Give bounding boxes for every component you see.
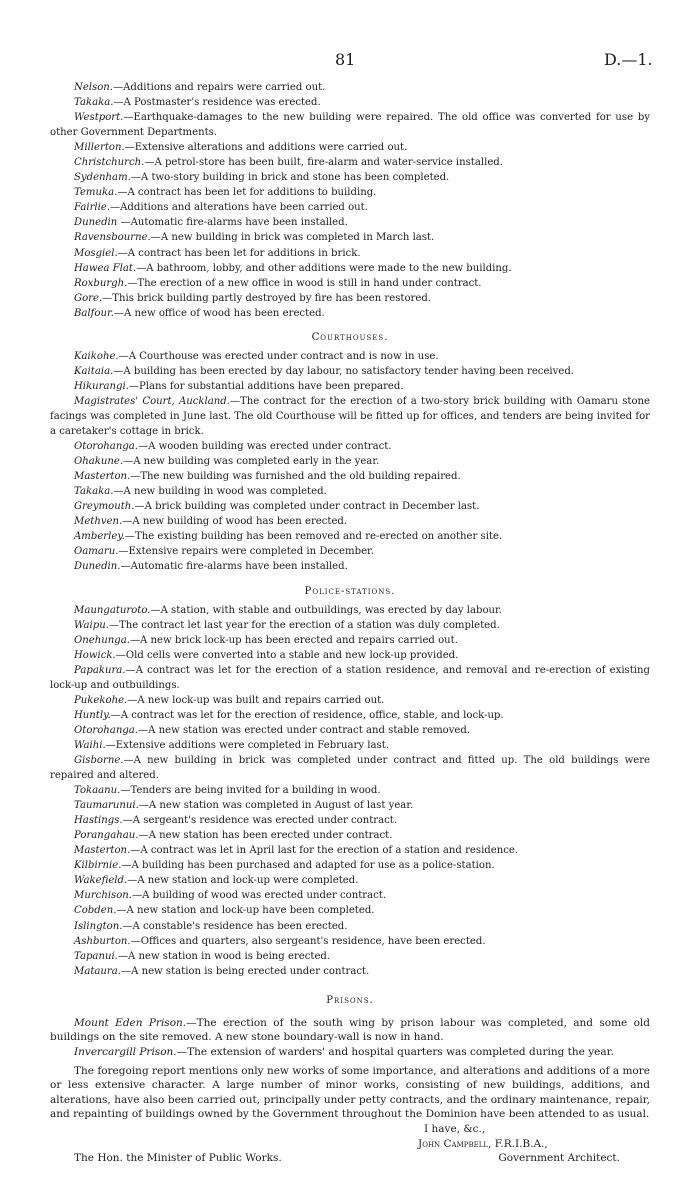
entry-paragraph — [50, 798, 650, 813]
entry-paragraph — [50, 469, 650, 484]
entry-paragraph — [50, 828, 650, 843]
entry-text: —The contract let last year for the erection of a station was duly completed. — [108, 619, 500, 631]
report-body — [50, 80, 650, 1166]
entry-paragraph — [50, 215, 650, 230]
entry-text: —This brick building partly destroyed by fire has been restored. — [102, 292, 432, 304]
entry-place: Kaitaia. — [74, 365, 114, 377]
entry-place: Ohakune. — [74, 456, 124, 468]
entry-text: —A new lock-up was built and repairs carried out. — [127, 694, 385, 706]
entry-paragraph — [50, 306, 650, 321]
entry-place: Tokaanu. — [74, 785, 121, 797]
entry-place: Islington. — [74, 920, 123, 932]
entry-place: Hikurangi. — [74, 380, 129, 392]
entry-paragraph — [50, 873, 650, 888]
entry-place: Ashburton. — [74, 935, 131, 947]
entry-paragraph — [50, 888, 650, 903]
entry-paragraph — [50, 170, 650, 185]
entry-place: Gisborne. — [74, 755, 124, 767]
entry-place: Waihi. — [74, 739, 106, 751]
entry-place: Greymouth. — [74, 501, 135, 513]
entry-paragraph — [50, 261, 650, 276]
entry-text: —Extensive additions were completed in February last. — [105, 739, 389, 751]
entry-paragraph — [50, 708, 650, 723]
entry-place: Balfour. — [74, 307, 114, 319]
entry-text: —A bathroom, lobby, and other additions were made to the new building. — [136, 262, 512, 274]
entry-place: Invercargill Prison. — [74, 1045, 177, 1058]
entry-paragraph — [50, 379, 650, 394]
entry-paragraph — [50, 618, 650, 633]
entry-place: Temuka. — [74, 187, 118, 199]
entry-paragraph — [50, 529, 650, 544]
signature-row — [50, 1151, 650, 1166]
closing-paragraph: The foregoing report mentions only new works of some importance, and alterations and additions of a more or less extensive character. A large number of minor works, consisting of new buildings, additions, and alterations, have also been carried out, principally under petty contracts, and the ordinary maintenance, repair, and repainting of buildings owned by the Government throughout the Dominion have been attended to as usual. — [50, 1064, 650, 1121]
entry-place: Papakura. — [74, 664, 126, 676]
entry-text: —A new building in brick was completed under contract and fitted up. The old buildings were repaired and altered. — [50, 755, 650, 782]
entry-text: —The erection of a new office in wood is still in hand under contract. — [127, 277, 482, 289]
entry-text: —Automatic fire-alarms have been installed. — [120, 561, 348, 573]
entry-place: Takaka. — [74, 97, 114, 109]
entry-paragraph — [50, 200, 650, 215]
entry-paragraph — [50, 439, 650, 454]
entry-text: —A contract has been let for additions in brick. — [117, 247, 361, 259]
entry-place: Mount Eden Prison. — [74, 1016, 187, 1029]
police-stations-list — [50, 603, 650, 979]
entry-paragraph — [50, 723, 650, 738]
entry-place: Otorohanga. — [74, 441, 139, 453]
entry-paragraph — [50, 349, 650, 364]
entry-text: —Automatic fire-alarms have been installed. — [117, 217, 348, 229]
entry-paragraph — [50, 276, 650, 291]
entry-text: —A Postmaster's residence was erected. — [113, 97, 321, 109]
courthouses-heading: Courthouses. — [311, 331, 389, 343]
entry-place: Roxburgh. — [74, 277, 128, 289]
entry-paragraph — [50, 753, 650, 783]
entry-paragraph — [50, 934, 650, 949]
entry-paragraph — [50, 1016, 650, 1045]
entry-text: —A Courthouse was erected under contract and is now in use. — [118, 350, 439, 362]
entry-place: Sydenham. — [74, 172, 131, 184]
entry-text: —A petrol-store has been built, fire-alarm and water-service installed. — [144, 157, 503, 169]
entry-text: —A contract was let for the erection of a station residence, and removal and re-erection of existing lock-up and outbuildings. — [50, 664, 650, 691]
entry-paragraph — [50, 603, 650, 618]
entry-text: —A building has been erected by day labour, no satisfactory tender having been received. — [113, 365, 574, 377]
entry-text: —A new station was erected under contract and stable removed. — [138, 724, 471, 736]
entry-text: —A contract was let for the erection of residence, office, stable, and lock-up. — [110, 709, 504, 721]
prisons-list — [50, 1016, 650, 1060]
entry-text: —The contract for the erection of a two-story brick building with Oamaru stone facings was completed in June last. The old Courthouse will be fitted up for offices, and tenders are being invited for a caretaker's cottage in brick. — [50, 395, 651, 438]
entry-place: Oamaru. — [74, 546, 119, 558]
closing-section — [50, 1064, 650, 1166]
entry-text: —A new station has been erected under contract. — [138, 830, 393, 842]
entry-place: Fairlie. — [74, 202, 111, 214]
entry-place: Methven. — [74, 516, 123, 528]
entry-text: —A new brick lock-up has been erected and repairs carried out. — [129, 634, 458, 646]
signatory-name: John Campbell, F.R.I.B.A., — [418, 1137, 548, 1150]
entry-paragraph — [50, 783, 650, 798]
entry-place: Huntly. — [74, 709, 111, 721]
entry-place: Cobden. — [74, 905, 117, 917]
prisons-heading: Prisons. — [326, 994, 374, 1006]
entry-place: Dunedin — [74, 217, 118, 229]
page-number: 81 — [335, 50, 356, 69]
entry-place: Takaka. — [74, 486, 114, 498]
entry-text: —A contract was let in April last for the erection of a station and residence. — [130, 845, 519, 857]
entry-place: Christchurch. — [74, 157, 145, 169]
entry-place: Porangahau. — [74, 830, 139, 842]
entry-paragraph — [50, 1045, 650, 1060]
entry-paragraph — [50, 633, 650, 648]
entry-place: Waipu. — [74, 619, 109, 631]
entry-place: Taumarunui. — [74, 800, 139, 812]
entry-text: —Additions and alterations have been carried out. — [110, 202, 368, 214]
entry-text: —A new station in wood is being erected. — [117, 950, 331, 962]
entry-text: —A building of wood was erected under contract. — [132, 890, 387, 902]
entry-text: —A new building in wood was completed. — [113, 486, 327, 498]
entry-paragraph — [50, 230, 650, 245]
entry-paragraph — [50, 364, 650, 379]
entry-paragraph — [50, 858, 650, 873]
entry-text: —Old cells were converted into a stable and new lock-up provided. — [115, 649, 459, 661]
entry-text: —A new building of wood has been erected. — [122, 516, 348, 528]
entry-text: —A station, with stable and outbuildings, was erected by day labour. — [150, 604, 502, 616]
entry-place: Amberley. — [74, 531, 125, 543]
entry-text: —The erection of the south wing by prison labour was completed, and some old buildings on the site removed. A new stone boundary-wall is now in hand. — [50, 1016, 650, 1044]
entry-text: —Additions and repairs were carried out. — [113, 82, 326, 93]
entry-paragraph — [50, 454, 650, 469]
entry-paragraph — [50, 499, 650, 514]
entry-paragraph — [50, 394, 650, 439]
entry-place: Pukekohe. — [74, 694, 128, 706]
entry-text: —A two-story building in brick and stone has been completed. — [130, 172, 450, 184]
entry-place: Murchison. — [74, 890, 133, 902]
entry-place: Millerton. — [74, 142, 125, 154]
entry-paragraph — [50, 155, 650, 170]
entry-place: Nelson. — [74, 82, 113, 93]
entry-place: Ravensbourne. — [74, 232, 151, 244]
entry-place: Masterton. — [74, 471, 131, 483]
entry-paragraph — [50, 246, 650, 261]
entry-paragraph — [50, 514, 650, 529]
entry-place: Maungaturoto. — [74, 604, 151, 616]
entry-place: Onehunga. — [74, 634, 130, 646]
entry-paragraph — [50, 813, 650, 828]
entry-place: Hastings. — [74, 815, 123, 827]
entry-paragraph — [50, 964, 650, 979]
entry-paragraph — [50, 140, 650, 155]
entry-text: —A new office of wood has been erected. — [113, 307, 325, 319]
entry-text: —Plans for substantial additions have been prepared. — [128, 380, 404, 392]
entry-text: —A new station and lock-up were completed. — [127, 875, 359, 887]
entry-paragraph — [50, 949, 650, 964]
entry-place: Wakefield. — [74, 875, 128, 887]
entry-text: —A building has been purchased and adapted for use as a police-station. — [121, 860, 495, 872]
entry-text: —Extensive alterations and additions were carried out. — [124, 142, 408, 154]
entry-text: —Tenders are being invited for a building in wood. — [120, 785, 381, 797]
addressee: The Hon. the Minister of Public Works. — [74, 1152, 282, 1165]
entry-paragraph — [50, 559, 650, 574]
entry-text: —A new building in brick was completed in March last. — [150, 232, 435, 244]
entry-text: —A sergeant's residence was erected under contract. — [122, 815, 398, 827]
entry-paragraph — [50, 919, 650, 934]
police-stations-heading: Police-stations. — [304, 585, 396, 597]
entry-text: —A new station and lock-up have been completed. — [116, 905, 375, 917]
entry-text: —A new station was completed in August of last year. — [138, 800, 414, 812]
entry-place: Hawea Flat. — [74, 262, 137, 274]
entry-place: Otorohanga. — [74, 724, 139, 736]
entry-text: —A contract has been let for additions to building. — [117, 187, 377, 199]
entry-place: Westport. — [74, 112, 124, 124]
entry-paragraph — [50, 693, 650, 708]
sign-off: I have, &c., — [424, 1122, 486, 1135]
entry-paragraph — [50, 110, 650, 140]
entry-text: —A new station is being erected under contract. — [120, 965, 370, 977]
entry-place: Gore. — [74, 292, 103, 304]
entry-paragraph — [50, 544, 650, 559]
entry-text: —The extension of warders' and hospital quarters was completed during the year. — [176, 1045, 614, 1058]
entry-paragraph — [50, 648, 650, 663]
entry-paragraph — [50, 843, 650, 858]
entry-text: —A constable's residence has been erected. — [122, 920, 348, 932]
entry-paragraph — [50, 95, 650, 110]
entry-text: —A brick building was completed under contract in December last. — [134, 501, 480, 513]
entry-paragraph — [50, 663, 650, 693]
entry-paragraph — [50, 484, 650, 499]
entry-paragraph — [50, 185, 650, 200]
post-offices-list — [50, 80, 650, 321]
entry-text: —The existing building has been removed and re-erected on another site. — [124, 531, 503, 543]
document-reference: D.—1. — [604, 50, 653, 69]
entry-place: Mataura. — [74, 965, 121, 977]
entry-place: Masterton. — [74, 845, 131, 857]
entry-text: —Extensive repairs were completed in December. — [118, 546, 374, 558]
entry-place: Tapanui. — [74, 950, 118, 962]
entry-place: Howick. — [74, 649, 116, 661]
entry-place: Kaikohe. — [74, 350, 119, 362]
entry-text: —Offices and quarters, also sergeant's residence, have been erected. — [130, 935, 486, 947]
entry-place: Magistrates' Court, Auckland. — [74, 395, 230, 407]
entry-paragraph — [50, 738, 650, 753]
signatory-title: Government Architect. — [498, 1152, 620, 1165]
courthouses-list — [50, 349, 650, 575]
entry-text: —A wooden building was erected under contract. — [138, 441, 392, 453]
entry-place: Kilbirnie. — [74, 860, 122, 872]
entry-paragraph — [50, 80, 650, 95]
entry-paragraph — [50, 291, 650, 306]
entry-text: —The new building was furnished and the old building repaired. — [130, 471, 461, 483]
entry-place: Mosgiel. — [74, 247, 118, 259]
entry-text: —Earthquake-damages to the new building were repaired. The old office was converted for use by other Government Departments. — [50, 112, 650, 139]
entry-place: Dunedin. — [74, 561, 121, 573]
entry-paragraph — [50, 903, 650, 918]
entry-text: —A new building was completed early in the year. — [123, 456, 380, 468]
